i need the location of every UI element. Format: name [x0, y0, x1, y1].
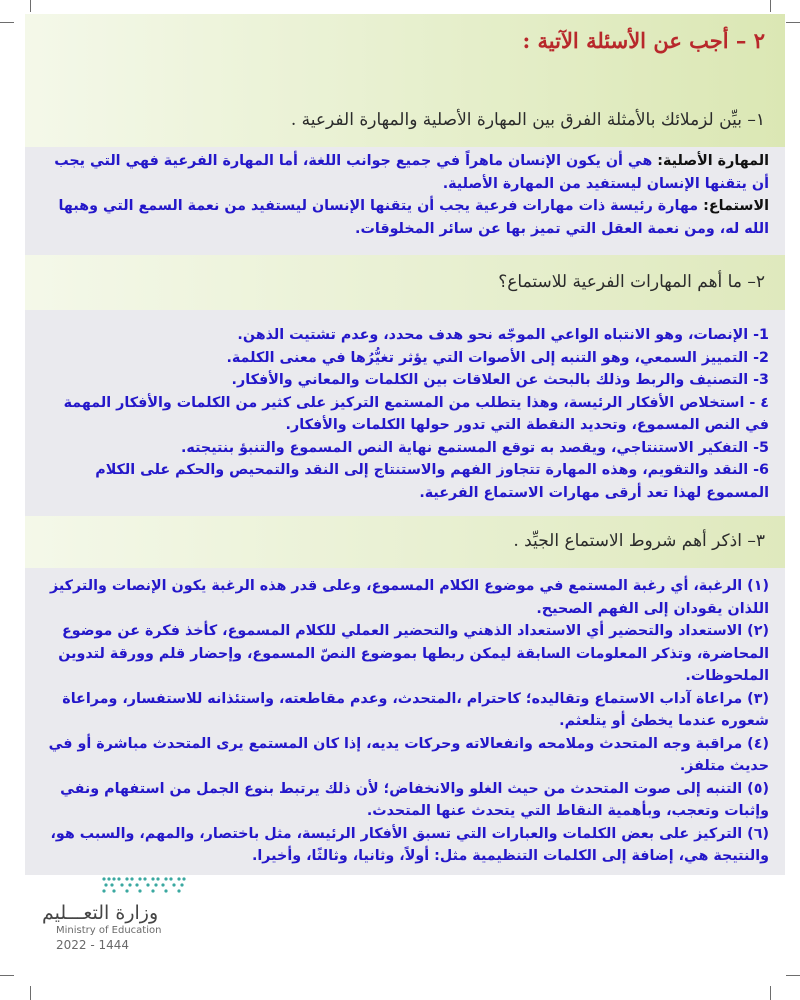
list-item: 2- التمييز السمعي، وهو التنبه إلى الأصوات التي يؤثر تغيُّرُها في معنى الكلمة.	[226, 349, 769, 366]
edition-year: 2022 - 1444	[56, 938, 130, 952]
crop-mark	[770, 986, 771, 1000]
list-item: (٢) الاستعداد والتحضير أي الاستعداد الذهني والتحضير العملي للكلام المسموع، كأخذ فكرة عن موضوع المحاضرة، وتذكر المعلومات السابقة ليمكن ربطها بموضوع النصّ المسموع، وإحضار قلم وورقة لتدوين الملحوظات.	[58, 623, 769, 684]
answer-2-box	[25, 310, 785, 516]
question-1: ١– بيِّن لزملائك بالأمثلة الفرق بين المهارة الأصلية والمهارة الفرعية .	[290, 110, 765, 130]
answer-3-box	[25, 568, 785, 875]
list-item: 1- الإنصات، وهو الانتباه الواعي الموجّه نحو هدف محدد، وعدم تشتيت الذهن.	[237, 327, 769, 343]
worksheet-page	[25, 14, 785, 875]
term-original-skill: المهارة الأصلية:	[657, 153, 769, 169]
list-item: (١) الرغبة، أي رغبة المستمع في موضوع الكلام المسموع، وعلى قدر هذه الرغبة يكون الإنصات والتركيز اللذان يقودان إلى الفهم الصحيح.	[49, 578, 769, 617]
list-item: (٤) مراقبة وجه المتحدث وملامحه وانفعالاته وحركات يديه، إذا كان المستمع يرى المتحدث مباشرة أو في حديث متلفز.	[48, 735, 769, 774]
answer-2-list	[39, 324, 769, 504]
crop-mark	[786, 22, 800, 23]
definition-listening: مهارة رئيسة ذات مهارات فرعية يجب أن يتقنها الإنسان ليستفيد من نعمة السمع التي وهبها الله له، ومن نعمة العقل التي تميز بها عن سائر المخلوقات.	[58, 198, 769, 237]
definition-original-skill: هي أن يكون الإنسان ماهراً في جميع جوانب اللغة، أما المهارة الفرعية فهي التي يجب أن يتقنها الإنسان ليستفيد من المهارة الأصلية.	[54, 153, 769, 192]
crop-mark	[770, 0, 771, 12]
list-item: (٦) التركيز على بعض الكلمات والعبارات التي تسبق الأفكار الرئيسة، مثل باختصار، والمهم، والسبب هو، والنتيجة هي، إضافة إلى الكلمات التنظيمية مثل: أولاً، وثانيا، وثالثًا، وأخيرا.	[50, 825, 769, 864]
crop-mark	[30, 0, 31, 12]
ministry-name-english: Ministry of Education	[56, 925, 162, 936]
answer-1-box	[25, 147, 785, 255]
list-item: (٥) التنبه إلى صوت المتحدث من حيث الغلو والانخفاض؛ لأن ذلك يرتبط بنوع الجمل من استفهام ونفي وإثبات وتعجب، وبأهمية النقاط التي يتحدث عنها المتحدث.	[60, 780, 769, 819]
question-3: ٣– اذكر أهم شروط الاستماع الجيِّد .	[513, 531, 765, 551]
logo-dots-icon	[100, 874, 190, 894]
answer-1-text	[39, 150, 769, 240]
answer-1-paragraph-1	[39, 150, 769, 195]
crop-mark	[786, 975, 800, 976]
section-heading: ٢ – أجب عن الأسئلة الآتية :	[522, 28, 765, 53]
term-listening: الاستماع:	[703, 198, 769, 214]
ministry-logo	[40, 872, 210, 957]
ministry-name-arabic: وزارة التعـــليم	[42, 902, 159, 924]
answer-3-list	[39, 575, 769, 868]
list-item: 6- النقد والتقويم، وهذه المهارة تتجاوز الفهم والاستنتاج إلى النقد والتمحيص والحكم على الكلام المسموع لهذا تعد أرقى مهارات الاستماع الفرعية.	[95, 462, 769, 501]
crop-mark	[30, 986, 31, 1000]
list-item: 5- التفكير الاستنتاجي، ويقصد به توقع المستمع نهاية النص المسموع والتنبؤ بنتيجته.	[180, 439, 769, 456]
crop-mark	[0, 975, 14, 976]
list-item: (٣) مراعاة آداب الاستماع وتقاليده؛ كاحترام ،المتحدث، وعدم مقاطعته، واستئذانه للاستفسار، ومراعاة شعوره عندما يخطئ أو يتلعثم.	[62, 690, 769, 729]
crop-mark	[0, 22, 14, 23]
list-item: 3- التصنيف والربط وذلك بالبحث عن العلاقات بين الكلمات والمعاني والأفكار.	[231, 372, 769, 388]
answer-1-paragraph-2	[39, 195, 769, 240]
question-2: ٢– ما أهم المهارات الفرعية للاستماع؟	[498, 272, 765, 292]
list-item: ٤ - استخلاص الأفكار الرئيسة، وهذا يتطلب من المستمع التركيز على كثير من الكلمات والأفكار المهمة في النص المسموع، وتحديد النقطة التي تدور حولها الكلمات والأفكار.	[63, 394, 769, 433]
